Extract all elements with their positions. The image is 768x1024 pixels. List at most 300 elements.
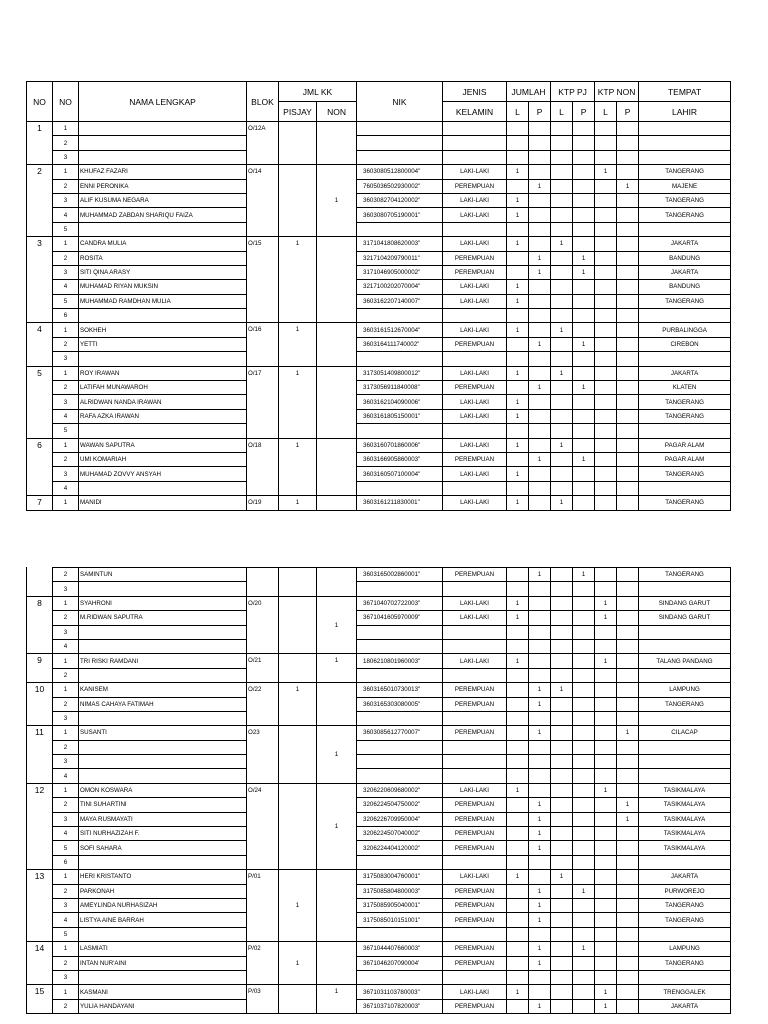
jenis-kelamin-cell: PEREMPUAN xyxy=(443,999,507,1013)
tempat-lahir-cell xyxy=(639,927,731,941)
nik-cell: 3603164111740002" xyxy=(357,337,443,351)
nik-cell xyxy=(357,740,443,754)
sub-no-cell: 2 xyxy=(53,999,79,1013)
jumlah-l-cell xyxy=(507,568,529,582)
nik-cell xyxy=(357,625,443,639)
ktp-non-l-cell: 1 xyxy=(595,611,617,625)
ktp-non-l-cell xyxy=(595,366,617,380)
tempat-lahir-cell: TANGERANG xyxy=(639,913,731,927)
sub-no-cell: 1 xyxy=(53,122,79,136)
jumlah-p-cell: 1 xyxy=(529,568,551,582)
header-kelamin: KELAMIN xyxy=(443,102,507,122)
ktp-non-l-cell xyxy=(595,122,617,136)
ktp-non-p-cell xyxy=(617,280,639,294)
table-row xyxy=(27,812,731,826)
jumlah-p-cell xyxy=(529,424,551,438)
ktp-pj-l-cell xyxy=(551,855,573,869)
header-ktp-pj-p: P xyxy=(573,102,595,122)
ktp-pj-l-cell xyxy=(551,755,573,769)
header-pisjay: PISJAY xyxy=(279,102,317,122)
ktp-pj-p-cell xyxy=(573,611,595,625)
jumlah-l-cell xyxy=(507,639,529,653)
ktp-pj-p-cell: 1 xyxy=(573,265,595,279)
ktp-pj-l-cell xyxy=(551,193,573,207)
jumlah-p-cell xyxy=(529,395,551,409)
nama-lengkap-cell: TINI SUHARTINI xyxy=(79,798,247,812)
jumlah-p-cell xyxy=(529,366,551,380)
ktp-pj-p-cell xyxy=(573,409,595,423)
jenis-kelamin-cell xyxy=(443,769,507,783)
nik-cell xyxy=(357,755,443,769)
ktp-non-l-cell xyxy=(595,337,617,351)
tempat-lahir-cell: CILACAP xyxy=(639,726,731,740)
table-row xyxy=(27,884,731,898)
group-no-cell xyxy=(27,568,53,597)
nama-lengkap-cell: MUHAMMAD ZABDAN SHARIQU FAIZA xyxy=(79,208,247,222)
ktp-non-l-cell xyxy=(595,193,617,207)
ktp-non-l-cell xyxy=(595,323,617,337)
ktp-non-p-cell xyxy=(617,438,639,452)
ktp-non-p-cell xyxy=(617,970,639,984)
ktp-non-p-cell xyxy=(617,827,639,841)
jenis-kelamin-cell: LAKI-LAKI xyxy=(443,409,507,423)
ktp-pj-p-cell xyxy=(573,927,595,941)
ktp-non-l-cell xyxy=(595,697,617,711)
jumlah-p-cell xyxy=(529,855,551,869)
sub-no-cell: 5 xyxy=(53,222,79,236)
jumlah-l-cell xyxy=(507,122,529,136)
jumlah-p-cell xyxy=(529,323,551,337)
tempat-lahir-cell xyxy=(639,970,731,984)
sub-no-cell: 4 xyxy=(53,913,79,927)
tempat-lahir-cell: BANDUNG xyxy=(639,280,731,294)
ktp-non-l-cell xyxy=(595,136,617,150)
nik-cell xyxy=(357,639,443,653)
sub-no-cell: 4 xyxy=(53,409,79,423)
ktp-non-l-cell xyxy=(595,381,617,395)
pisjay-cell xyxy=(279,783,317,869)
ktp-non-p-cell: 1 xyxy=(617,179,639,193)
nama-lengkap-cell: OMON KOSWARA xyxy=(79,783,247,797)
tempat-lahir-cell: TANGERANG xyxy=(639,898,731,912)
jumlah-l-cell xyxy=(507,309,529,323)
ktp-non-l-cell: 1 xyxy=(595,654,617,668)
table-row xyxy=(27,942,731,956)
tempat-lahir-cell xyxy=(639,136,731,150)
jumlah-p-cell xyxy=(529,755,551,769)
ktp-non-l-cell xyxy=(595,927,617,941)
jumlah-p-cell: 1 xyxy=(529,697,551,711)
sub-no-cell: 4 xyxy=(53,280,79,294)
ktp-pj-p-cell xyxy=(573,596,595,610)
ktp-non-p-cell xyxy=(617,309,639,323)
jenis-kelamin-cell xyxy=(443,222,507,236)
tempat-lahir-cell xyxy=(639,481,731,495)
ktp-pj-l-cell xyxy=(551,352,573,366)
ktp-pj-p-cell xyxy=(573,150,595,164)
sub-no-cell: 2 xyxy=(53,179,79,193)
non-cell xyxy=(317,496,357,510)
nik-cell: 3603165303080005" xyxy=(357,697,443,711)
ktp-non-l-cell xyxy=(595,467,617,481)
data-table-page-1 xyxy=(26,81,731,511)
tempat-lahir-cell xyxy=(639,582,731,596)
ktp-non-l-cell xyxy=(595,884,617,898)
tempat-lahir-cell xyxy=(639,711,731,725)
nama-lengkap-cell: ROSITA xyxy=(79,251,247,265)
ktp-non-l-cell xyxy=(595,265,617,279)
ktp-non-l-cell xyxy=(595,222,617,236)
jumlah-p-cell xyxy=(529,309,551,323)
ktp-non-l-cell xyxy=(595,898,617,912)
nama-lengkap-cell: YETTI xyxy=(79,337,247,351)
jenis-kelamin-cell xyxy=(443,625,507,639)
table-row xyxy=(27,841,731,855)
non-cell: 1 xyxy=(317,596,357,654)
tempat-lahir-cell: JAKARTA xyxy=(639,870,731,884)
sub-no-cell: 4 xyxy=(53,827,79,841)
ktp-non-p-cell xyxy=(617,237,639,251)
nik-cell: 3206226709950004" xyxy=(357,812,443,826)
nik-cell: 3206224404120002" xyxy=(357,841,443,855)
ktp-pj-p-cell xyxy=(573,783,595,797)
ktp-non-p-cell xyxy=(617,424,639,438)
sub-no-cell: 2 xyxy=(53,251,79,265)
nama-lengkap-cell: MUHAMMAD RAMDHAN MULIA xyxy=(79,294,247,308)
table-row xyxy=(27,827,731,841)
jumlah-l-cell: 1 xyxy=(507,280,529,294)
tempat-lahir-cell: BANDUNG xyxy=(639,251,731,265)
ktp-non-l-cell xyxy=(595,438,617,452)
nama-lengkap-cell: ROY IRAWAN xyxy=(79,366,247,380)
jenis-kelamin-cell: LAKI-LAKI xyxy=(443,611,507,625)
jumlah-p-cell: 1 xyxy=(529,251,551,265)
jumlah-l-cell: 1 xyxy=(507,165,529,179)
nama-lengkap-cell: MAYA RUSMAYATI xyxy=(79,812,247,826)
ktp-pj-l-cell xyxy=(551,740,573,754)
ktp-non-l-cell xyxy=(595,395,617,409)
ktp-pj-l-cell: 1 xyxy=(551,366,573,380)
ktp-pj-p-cell xyxy=(573,481,595,495)
jenis-kelamin-cell: PEREMPUAN xyxy=(443,381,507,395)
group-no-cell: 7 xyxy=(27,496,53,510)
nama-lengkap-cell: ENNI PERONIKA xyxy=(79,179,247,193)
table-row xyxy=(27,222,731,236)
group-no-cell: 11 xyxy=(27,726,53,784)
jenis-kelamin-cell xyxy=(443,711,507,725)
blok-cell xyxy=(247,568,279,597)
jumlah-p-cell xyxy=(529,438,551,452)
nik-cell xyxy=(357,711,443,725)
sub-no-cell: 3 xyxy=(53,352,79,366)
jumlah-l-cell: 1 xyxy=(507,237,529,251)
table-row xyxy=(27,395,731,409)
jenis-kelamin-cell: LAKI-LAKI xyxy=(443,870,507,884)
sub-no-cell: 5 xyxy=(53,294,79,308)
ktp-non-l-cell xyxy=(595,755,617,769)
table-row xyxy=(27,582,731,596)
tempat-lahir-cell: SINDANG GARUT xyxy=(639,596,731,610)
nama-lengkap-cell xyxy=(79,481,247,495)
jumlah-l-cell: 1 xyxy=(507,985,529,999)
ktp-non-p-cell xyxy=(617,337,639,351)
sub-no-cell: 1 xyxy=(53,985,79,999)
ktp-non-l-cell xyxy=(595,639,617,653)
tempat-lahir-cell: TANGERANG xyxy=(639,956,731,970)
jenis-kelamin-cell: PEREMPUAN xyxy=(443,265,507,279)
nik-cell: 3171046905000002" xyxy=(357,265,443,279)
group-no-cell: 1 xyxy=(27,122,53,165)
table-row xyxy=(27,193,731,207)
sub-no-cell: 3 xyxy=(53,755,79,769)
nik-cell: 3175085010151001" xyxy=(357,913,443,927)
ktp-non-p-cell xyxy=(617,985,639,999)
ktp-non-l-cell: 1 xyxy=(595,783,617,797)
ktp-pj-l-cell xyxy=(551,294,573,308)
jumlah-l-cell: 1 xyxy=(507,323,529,337)
blok-cell: O/21 xyxy=(247,654,279,683)
non-cell xyxy=(317,438,357,496)
jumlah-l-cell xyxy=(507,898,529,912)
jenis-kelamin-cell: LAKI-LAKI xyxy=(443,280,507,294)
ktp-non-l-cell xyxy=(595,913,617,927)
ktp-pj-p-cell xyxy=(573,841,595,855)
jumlah-p-cell: 1 xyxy=(529,452,551,466)
ktp-pj-p-cell: 1 xyxy=(573,381,595,395)
sub-no-cell: 3 xyxy=(53,467,79,481)
blok-cell: O/12A xyxy=(247,122,279,165)
table-row xyxy=(27,150,731,164)
ktp-non-l-cell xyxy=(595,668,617,682)
group-no-cell: 10 xyxy=(27,683,53,726)
ktp-pj-l-cell xyxy=(551,150,573,164)
tempat-lahir-cell xyxy=(639,769,731,783)
jenis-kelamin-cell: LAKI-LAKI xyxy=(443,366,507,380)
ktp-pj-l-cell xyxy=(551,884,573,898)
sub-no-cell: 3 xyxy=(53,711,79,725)
table-row xyxy=(27,956,731,970)
header-nik: NIK xyxy=(357,82,443,122)
ktp-pj-l-cell: 1 xyxy=(551,237,573,251)
sub-no-cell: 5 xyxy=(53,927,79,941)
tempat-lahir-cell xyxy=(639,855,731,869)
ktp-pj-p-cell xyxy=(573,798,595,812)
ktp-non-l-cell: 1 xyxy=(595,165,617,179)
jenis-kelamin-cell xyxy=(443,150,507,164)
sub-no-cell: 3 xyxy=(53,898,79,912)
ktp-pj-p-cell xyxy=(573,855,595,869)
tempat-lahir-cell: TANGERANG xyxy=(639,568,731,582)
ktp-non-p-cell xyxy=(617,956,639,970)
ktp-non-p-cell xyxy=(617,481,639,495)
nama-lengkap-cell: AMEYLINDA NURHASIZAH xyxy=(79,898,247,912)
jumlah-l-cell xyxy=(507,999,529,1013)
nama-lengkap-cell xyxy=(79,122,247,136)
sub-no-cell: 2 xyxy=(53,381,79,395)
jumlah-l-cell xyxy=(507,755,529,769)
table-row xyxy=(27,596,731,610)
tempat-lahir-cell xyxy=(639,222,731,236)
nik-cell xyxy=(357,309,443,323)
ktp-pj-l-cell xyxy=(551,711,573,725)
ktp-non-p-cell: 1 xyxy=(617,798,639,812)
ktp-pj-l-cell xyxy=(551,970,573,984)
pisjay-cell xyxy=(279,165,317,237)
table-row xyxy=(27,452,731,466)
jenis-kelamin-cell xyxy=(443,122,507,136)
sub-no-cell: 3 xyxy=(53,582,79,596)
ktp-pj-l-cell xyxy=(551,913,573,927)
nama-lengkap-cell: CANDRA MULIA xyxy=(79,237,247,251)
jenis-kelamin-cell xyxy=(443,481,507,495)
ktp-non-p-cell xyxy=(617,568,639,582)
jenis-kelamin-cell xyxy=(443,855,507,869)
non-cell xyxy=(317,870,357,942)
jumlah-l-cell xyxy=(507,769,529,783)
sub-no-cell: 1 xyxy=(53,596,79,610)
ktp-non-l-cell xyxy=(595,452,617,466)
nik-cell xyxy=(357,222,443,236)
ktp-pj-l-cell xyxy=(551,179,573,193)
ktp-non-p-cell xyxy=(617,208,639,222)
ktp-non-l-cell xyxy=(595,855,617,869)
group-no-cell: 2 xyxy=(27,165,53,237)
jenis-kelamin-cell: LAKI-LAKI xyxy=(443,783,507,797)
header-no: NO xyxy=(27,82,53,122)
table-row xyxy=(27,783,731,797)
nama-lengkap-cell: HERI KRISTANTO xyxy=(79,870,247,884)
ktp-pj-l-cell xyxy=(551,999,573,1013)
ktp-pj-l-cell xyxy=(551,611,573,625)
ktp-pj-l-cell xyxy=(551,409,573,423)
non-cell xyxy=(317,366,357,438)
jumlah-p-cell xyxy=(529,668,551,682)
tempat-lahir-cell: TANGERANG xyxy=(639,193,731,207)
jenis-kelamin-cell: PEREMPUAN xyxy=(443,827,507,841)
jumlah-l-cell xyxy=(507,668,529,682)
group-no-cell: 4 xyxy=(27,323,53,366)
tempat-lahir-cell: TANGERANG xyxy=(639,467,731,481)
nama-lengkap-cell: NIMAS CAHAYA FATIMAH xyxy=(79,697,247,711)
jenis-kelamin-cell: LAKI-LAKI xyxy=(443,323,507,337)
ktp-pj-l-cell: 1 xyxy=(551,496,573,510)
header-ktp-non: KTP NON xyxy=(595,82,639,102)
nik-cell: 3175083004760001" xyxy=(357,870,443,884)
ktp-non-p-cell xyxy=(617,496,639,510)
jenis-kelamin-cell: PEREMPUAN xyxy=(443,179,507,193)
jumlah-l-cell xyxy=(507,884,529,898)
table-row xyxy=(27,927,731,941)
ktp-pj-l-cell xyxy=(551,395,573,409)
ktp-non-l-cell xyxy=(595,208,617,222)
pisjay-cell: 1 xyxy=(279,366,317,438)
ktp-non-l-cell xyxy=(595,970,617,984)
jumlah-l-cell: 1 xyxy=(507,654,529,668)
ktp-pj-l-cell: 1 xyxy=(551,870,573,884)
nik-cell xyxy=(357,424,443,438)
ktp-non-p-cell xyxy=(617,193,639,207)
table-row xyxy=(27,309,731,323)
tempat-lahir-cell: TANGERANG xyxy=(639,294,731,308)
jumlah-p-cell: 1 xyxy=(529,898,551,912)
table-row xyxy=(27,424,731,438)
jumlah-l-cell: 1 xyxy=(507,294,529,308)
table-row xyxy=(27,769,731,783)
pisjay-cell: 1 xyxy=(279,942,317,985)
ktp-non-l-cell xyxy=(595,625,617,639)
jumlah-p-cell: 1 xyxy=(529,265,551,279)
nik-cell: 3603160507100004" xyxy=(357,467,443,481)
ktp-pj-l-cell xyxy=(551,481,573,495)
ktp-pj-p-cell xyxy=(573,294,595,308)
ktp-non-l-cell xyxy=(595,568,617,582)
jumlah-l-cell xyxy=(507,827,529,841)
jumlah-l-cell: 1 xyxy=(507,366,529,380)
nama-lengkap-cell xyxy=(79,625,247,639)
nik-cell: 3671044407660003" xyxy=(357,942,443,956)
jumlah-p-cell xyxy=(529,237,551,251)
tempat-lahir-cell: TANGERANG xyxy=(639,409,731,423)
ktp-non-p-cell xyxy=(617,639,639,653)
nama-lengkap-cell xyxy=(79,582,247,596)
ktp-pj-p-cell xyxy=(573,237,595,251)
nama-lengkap-cell: SOFI SAHARA xyxy=(79,841,247,855)
jenis-kelamin-cell: LAKI-LAKI xyxy=(443,165,507,179)
sub-no-cell: 2 xyxy=(53,798,79,812)
jumlah-p-cell xyxy=(529,625,551,639)
jenis-kelamin-cell: PEREMPUAN xyxy=(443,913,507,927)
ktp-pj-l-cell xyxy=(551,927,573,941)
jumlah-p-cell xyxy=(529,352,551,366)
pisjay-cell: 1 xyxy=(279,683,317,726)
pisjay-cell xyxy=(279,596,317,654)
sub-no-cell: 2 xyxy=(53,668,79,682)
nik-cell: 3671037107820003" xyxy=(357,999,443,1013)
jumlah-l-cell: 1 xyxy=(507,409,529,423)
ktp-non-l-cell xyxy=(595,870,617,884)
nik-cell: 3217100202070004" xyxy=(357,280,443,294)
nik-cell: 3603080705190001" xyxy=(357,208,443,222)
ktp-pj-p-cell xyxy=(573,136,595,150)
header-ktp-non-p: P xyxy=(617,102,639,122)
ktp-pj-l-cell xyxy=(551,424,573,438)
ktp-pj-p-cell xyxy=(573,870,595,884)
sub-no-cell: 2 xyxy=(53,452,79,466)
jumlah-p-cell xyxy=(529,136,551,150)
tempat-lahir-cell xyxy=(639,122,731,136)
header-row-1 xyxy=(27,82,731,102)
nama-lengkap-cell: LISTYA AINE BARRAH xyxy=(79,913,247,927)
jumlah-p-cell xyxy=(529,150,551,164)
ktp-non-p-cell xyxy=(617,251,639,265)
table-row xyxy=(27,913,731,927)
table-row xyxy=(27,381,731,395)
ktp-pj-p-cell: 1 xyxy=(573,337,595,351)
jumlah-l-cell: 1 xyxy=(507,467,529,481)
tempat-lahir-cell: JAKARTA xyxy=(639,999,731,1013)
ktp-pj-p-cell xyxy=(573,913,595,927)
ktp-non-p-cell xyxy=(617,841,639,855)
jenis-kelamin-cell xyxy=(443,927,507,941)
nik-cell: 3171041808620003" xyxy=(357,237,443,251)
header-lahir: LAHIR xyxy=(639,102,731,122)
table-row xyxy=(27,697,731,711)
sub-no-cell: 1 xyxy=(53,237,79,251)
jumlah-l-cell xyxy=(507,942,529,956)
jenis-kelamin-cell: PEREMPUAN xyxy=(443,452,507,466)
nama-lengkap-cell xyxy=(79,668,247,682)
ktp-pj-l-cell xyxy=(551,726,573,740)
